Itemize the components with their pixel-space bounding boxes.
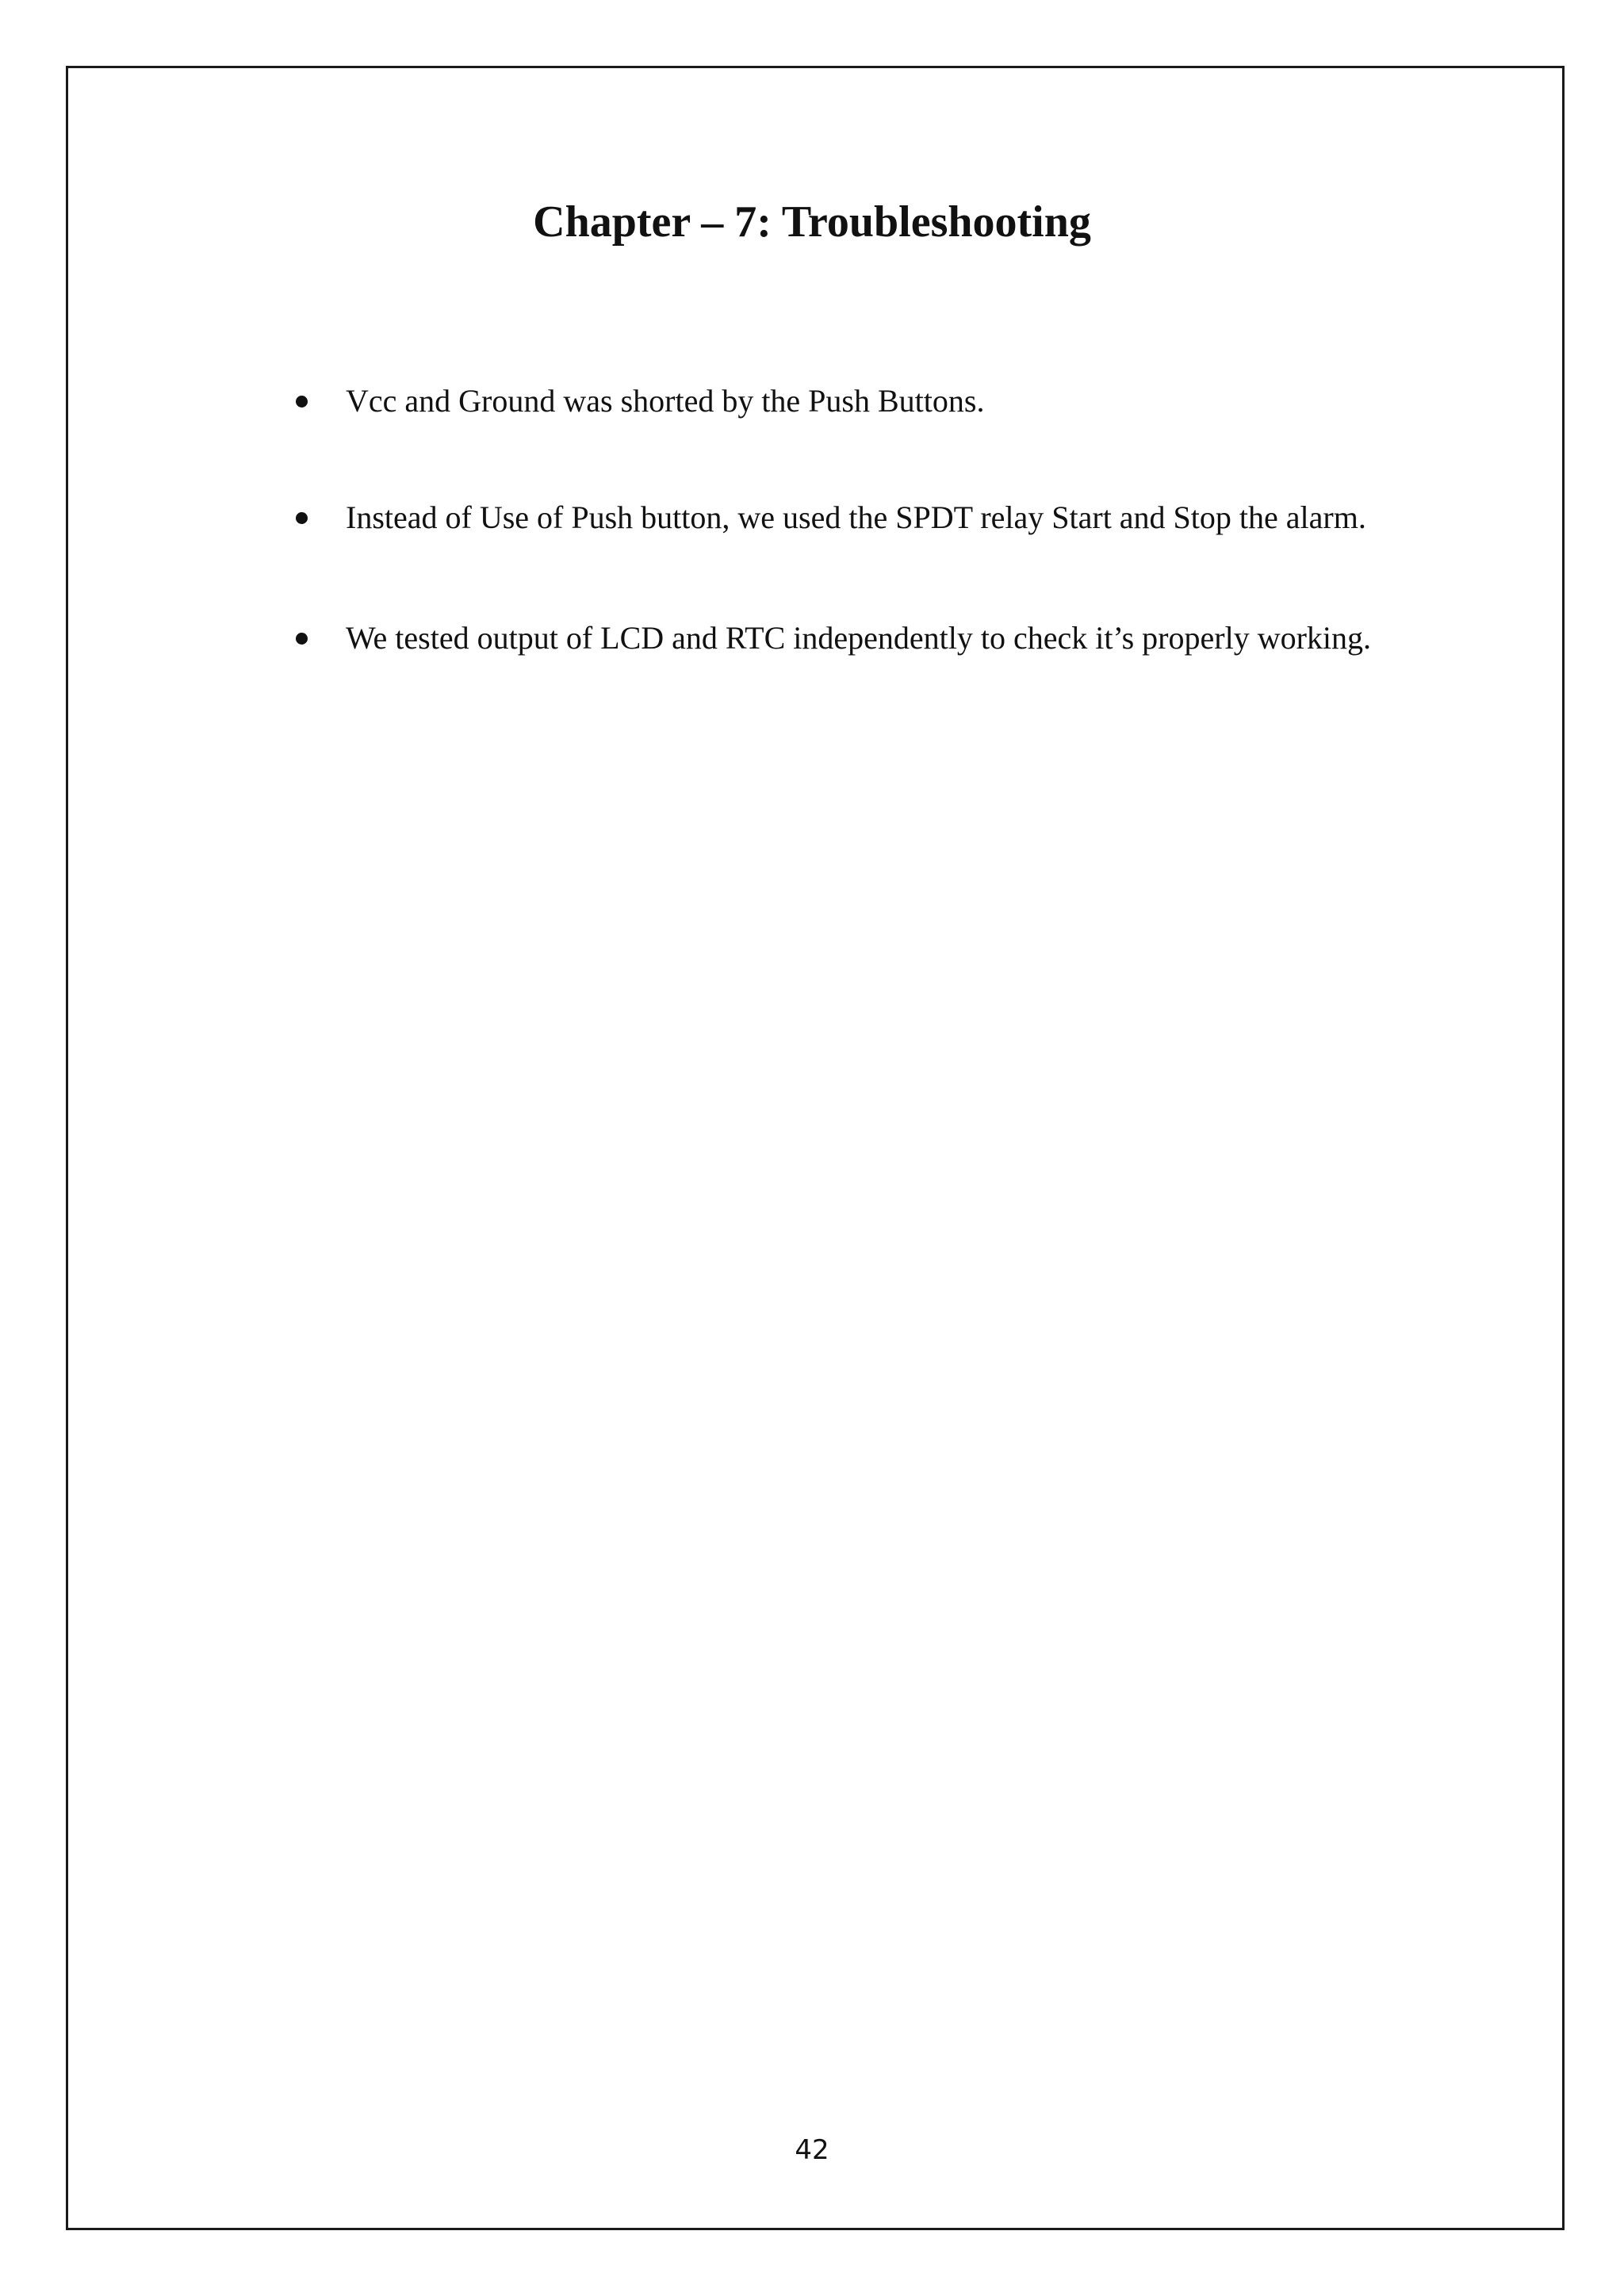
list-item	[0, 377, 1624, 425]
chapter-title: Chapter – 7: Troubleshooting	[533, 197, 1091, 247]
list-item-text: We tested output of LCD and RTC independently to check it’s properly working.	[346, 620, 1372, 656]
list-item-text: Instead of Use of Push button, we used the SPDT relay Start and Stop the alarm.	[346, 499, 1366, 535]
list-item-text: Vcc and Ground was shorted by the Push Buttons.	[346, 383, 985, 419]
bullet-icon	[296, 633, 308, 645]
bullet-icon	[296, 512, 308, 524]
list-item	[0, 494, 1624, 541]
bullet-icon	[296, 396, 308, 408]
page-number: 42	[795, 2134, 829, 2166]
list-item	[0, 614, 1624, 662]
